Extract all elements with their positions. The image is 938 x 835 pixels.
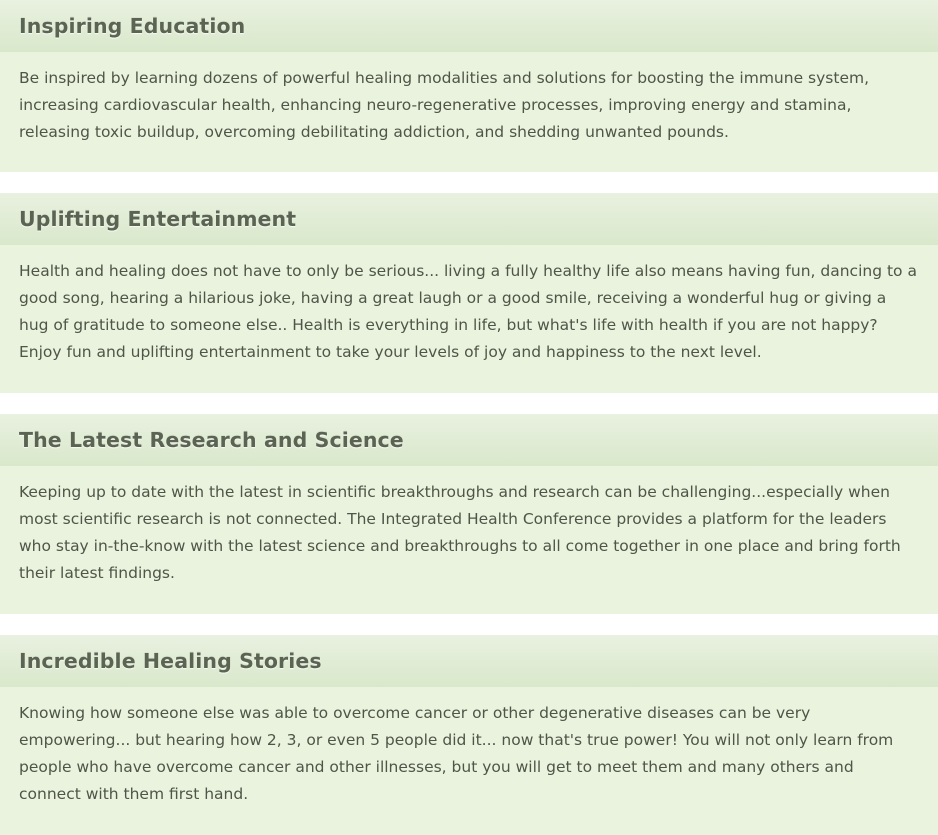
section-body — [0, 466, 938, 587]
section-body — [0, 245, 938, 366]
section-title: Inspiring Education — [19, 14, 246, 38]
section-text: Knowing how someone else was able to overcome cancer or other degenerative diseases can be very empowering... but hearing how 2, 3, or even 5 people did it... now that's true power! You will not only learn from people who have overcome cancer and other illnesses, but you will get to meet them and many others and connect with them first hand. — [19, 704, 894, 803]
section-uplifting-entertainment — [0, 193, 938, 393]
section-body — [0, 52, 938, 146]
section-latest-research — [0, 414, 938, 614]
section-title: Uplifting Entertainment — [19, 207, 297, 231]
section-header — [0, 635, 938, 687]
section-healing-stories — [0, 635, 938, 835]
section-title: Incredible Healing Stories — [19, 649, 322, 673]
section-header — [0, 414, 938, 466]
section-inspiring-education — [0, 0, 938, 172]
section-text: Health and healing does not have to only be serious... living a fully healthy life also means having fun, dancing to a good song, hearing a hilarious joke, having a great laugh or a good smile, receiving a wonderful hug or giving a hug of gratitude to someone else.. Health is everything in life, but what's life with health if you are not happy? Enjoy fun and uplifting entertainment to take your levels of joy and happiness to the next level. — [19, 262, 917, 361]
section-title: The Latest Research and Science — [19, 428, 404, 452]
section-text: Be inspired by learning dozens of powerful healing modalities and solutions for boosting the immune system, increasing cardiovascular health, enhancing neuro-regenerative processes, improving energy and stamina, releasing toxic buildup, overcoming debilitating addiction, and shedding unwanted pounds. — [19, 69, 870, 141]
section-body — [0, 687, 938, 808]
section-text: Keeping up to date with the latest in scientific breakthroughs and research can be challenging...especially when most scientific research is not connected. The Integrated Health Conference provides a platform for the leaders who stay in-the-know with the latest science and breakthroughs to all come together in one place and bring forth their latest findings. — [19, 483, 901, 582]
section-header — [0, 193, 938, 245]
section-header — [0, 0, 938, 52]
